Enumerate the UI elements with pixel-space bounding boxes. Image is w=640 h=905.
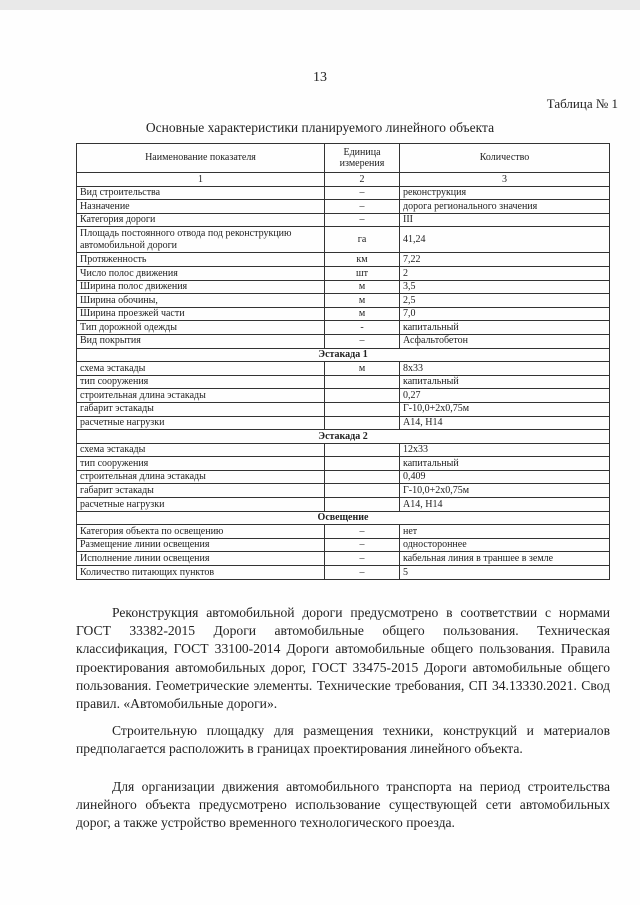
- quantity-cell: реконструкция: [400, 186, 610, 200]
- quantity-cell: 2: [400, 266, 610, 280]
- quantity-cell: 3,5: [400, 280, 610, 294]
- quantity-cell: капитальный: [400, 375, 610, 389]
- indicator-cell: Категория объекта по освещению: [77, 525, 325, 539]
- quantity-cell: кабельная линия в траншее в земле: [400, 552, 610, 566]
- unit-cell: [325, 375, 400, 389]
- unit-cell: [325, 402, 400, 416]
- unit-cell: –: [325, 538, 400, 552]
- table-caption: Основные характеристики планируемого линейного объекта: [145, 120, 495, 135]
- indicator-cell: Площадь постоянного отвода под реконструкцию автомобильной дороги: [77, 227, 325, 253]
- table-row: [77, 389, 610, 403]
- indicator-cell: схема эстакады: [77, 362, 325, 376]
- indicator-cell: Ширина полос движения: [77, 280, 325, 294]
- indicator-cell: Категория дороги: [77, 213, 325, 227]
- quantity-cell: 0,409: [400, 470, 610, 484]
- unit-cell: –: [325, 552, 400, 566]
- table-row: [77, 402, 610, 416]
- unit-cell: м: [325, 307, 400, 321]
- quantity-cell: 8х33: [400, 362, 610, 376]
- indicator-cell: Исполнение линии освещения: [77, 552, 325, 566]
- table-row: [77, 334, 610, 348]
- table-row: [77, 498, 610, 512]
- document-page: [0, 10, 640, 905]
- page-number: 13: [313, 70, 327, 85]
- indicator-cell: Ширина проезжей части: [77, 307, 325, 321]
- col-number: 1: [77, 173, 325, 187]
- unit-cell: [325, 498, 400, 512]
- paragraph-reconstruction: Реконструкция автомобильной дороги предусмотрено в соответствии с нормами ГОСТ 33382-2015 Дороги автомобильные общего пользования. Техническая классификация, ГОСТ 33100-2014 Дороги автомобильные общего пользования. Правила проектирования автомобильных дорог, ГОСТ 33475-2015 Дороги автомобильные общего пользования. Геометрические элементы. Технические требования, СП 34.13330.2021. Свод правил. «Автомобильные дороги».: [76, 605, 610, 712]
- table-row: [77, 470, 610, 484]
- table-row: [77, 253, 610, 267]
- table-row: [77, 484, 610, 498]
- table-row: [77, 457, 610, 471]
- table-row: [77, 416, 610, 430]
- indicator-cell: строительная длина эстакады: [77, 389, 325, 403]
- quantity-cell: 0,27: [400, 389, 610, 403]
- col-number: 2: [325, 173, 400, 187]
- section-title: Эстакада 2: [77, 430, 610, 444]
- unit-cell: [325, 484, 400, 498]
- table-row: [77, 307, 610, 321]
- unit-cell: м: [325, 294, 400, 308]
- table-row: [77, 321, 610, 335]
- indicator-cell: Ширина обочины,: [77, 294, 325, 308]
- unit-cell: [325, 389, 400, 403]
- quantity-cell: 2,5: [400, 294, 610, 308]
- quantity-cell: А14, Н14: [400, 416, 610, 430]
- indicator-cell: Назначение: [77, 200, 325, 214]
- quantity-cell: 41,24: [400, 227, 610, 253]
- characteristics-table: [76, 143, 610, 580]
- indicator-cell: Вид покрытия: [77, 334, 325, 348]
- unit-cell: [325, 443, 400, 457]
- table-row: [77, 186, 610, 200]
- indicator-cell: схема эстакады: [77, 443, 325, 457]
- indicator-cell: Вид строительства: [77, 186, 325, 200]
- col-number: 3: [400, 173, 610, 187]
- indicator-cell: тип сооружения: [77, 457, 325, 471]
- quantity-cell: одностороннее: [400, 538, 610, 552]
- header-indicator: Наименование показателя: [77, 144, 325, 173]
- unit-cell: –: [325, 334, 400, 348]
- section-title: Освещение: [77, 511, 610, 525]
- quantity-cell: III: [400, 213, 610, 227]
- header-quantity: Количество: [400, 144, 610, 173]
- indicator-cell: Размещение линии освещения: [77, 538, 325, 552]
- unit-cell: [325, 457, 400, 471]
- table-body: [77, 173, 610, 580]
- unit-cell: га: [325, 227, 400, 253]
- table-row: [77, 538, 610, 552]
- quantity-cell: 7,0: [400, 307, 610, 321]
- indicator-cell: тип сооружения: [77, 375, 325, 389]
- unit-cell: м: [325, 362, 400, 376]
- indicator-cell: Количество питающих пунктов: [77, 566, 325, 580]
- quantity-cell: 12х33: [400, 443, 610, 457]
- quantity-cell: Асфальтобетон: [400, 334, 610, 348]
- unit-cell: –: [325, 186, 400, 200]
- table-row: [77, 294, 610, 308]
- unit-cell: –: [325, 213, 400, 227]
- table-row: [77, 280, 610, 294]
- indicator-cell: расчетные нагрузки: [77, 416, 325, 430]
- section-title: Эстакада 1: [77, 348, 610, 362]
- unit-cell: –: [325, 200, 400, 214]
- quantity-cell: капитальный: [400, 457, 610, 471]
- paragraph-traffic: Для организации движения автомобильного транспорта на период строительства линейного объекта предусмотрено использование существующей сети автомобильных дорог, а также устройство временного технологического проезда.: [76, 779, 610, 831]
- unit-cell: км: [325, 253, 400, 267]
- unit-cell: шт: [325, 266, 400, 280]
- scan-top-band: [0, 0, 640, 10]
- table-row: [77, 213, 610, 227]
- unit-cell: –: [325, 566, 400, 580]
- indicator-cell: Число полос движения: [77, 266, 325, 280]
- indicator-cell: расчетные нагрузки: [77, 498, 325, 512]
- unit-cell: [325, 416, 400, 430]
- table-header-row: [77, 144, 610, 173]
- unit-cell: –: [325, 525, 400, 539]
- quantity-cell: капитальный: [400, 321, 610, 335]
- quantity-cell: Г-10,0+2х0,75м: [400, 402, 610, 416]
- table-row: [77, 566, 610, 580]
- table-label: Таблица № 1: [546, 96, 618, 111]
- unit-cell: м: [325, 280, 400, 294]
- quantity-cell: А14, Н14: [400, 498, 610, 512]
- section-row: [77, 348, 610, 362]
- quantity-cell: 5: [400, 566, 610, 580]
- unit-cell: -: [325, 321, 400, 335]
- quantity-cell: дорога регионального значения: [400, 200, 610, 214]
- table-row: [77, 525, 610, 539]
- table-row: [77, 266, 610, 280]
- table-row: [77, 200, 610, 214]
- quantity-cell: нет: [400, 525, 610, 539]
- indicator-cell: Протяженность: [77, 253, 325, 267]
- quantity-cell: Г-10,0+2х0,75м: [400, 484, 610, 498]
- section-row: [77, 430, 610, 444]
- indicator-cell: габарит эстакады: [77, 484, 325, 498]
- indicator-cell: строительная длина эстакады: [77, 470, 325, 484]
- table-row: [77, 443, 610, 457]
- section-row: [77, 511, 610, 525]
- table-row: [77, 227, 610, 253]
- paragraph-site: Строительную площадку для размещения техники, конструкций и материалов предполагается расположить в границах проектирования линейного объекта.: [76, 723, 610, 757]
- column-number-row: [77, 173, 610, 187]
- table-row: [77, 362, 610, 376]
- indicator-cell: Тип дорожной одежды: [77, 321, 325, 335]
- unit-cell: [325, 470, 400, 484]
- header-unit: Единица измерения: [325, 144, 400, 173]
- indicator-cell: габарит эстакады: [77, 402, 325, 416]
- table-row: [77, 552, 610, 566]
- quantity-cell: 7,22: [400, 253, 610, 267]
- table-row: [77, 375, 610, 389]
